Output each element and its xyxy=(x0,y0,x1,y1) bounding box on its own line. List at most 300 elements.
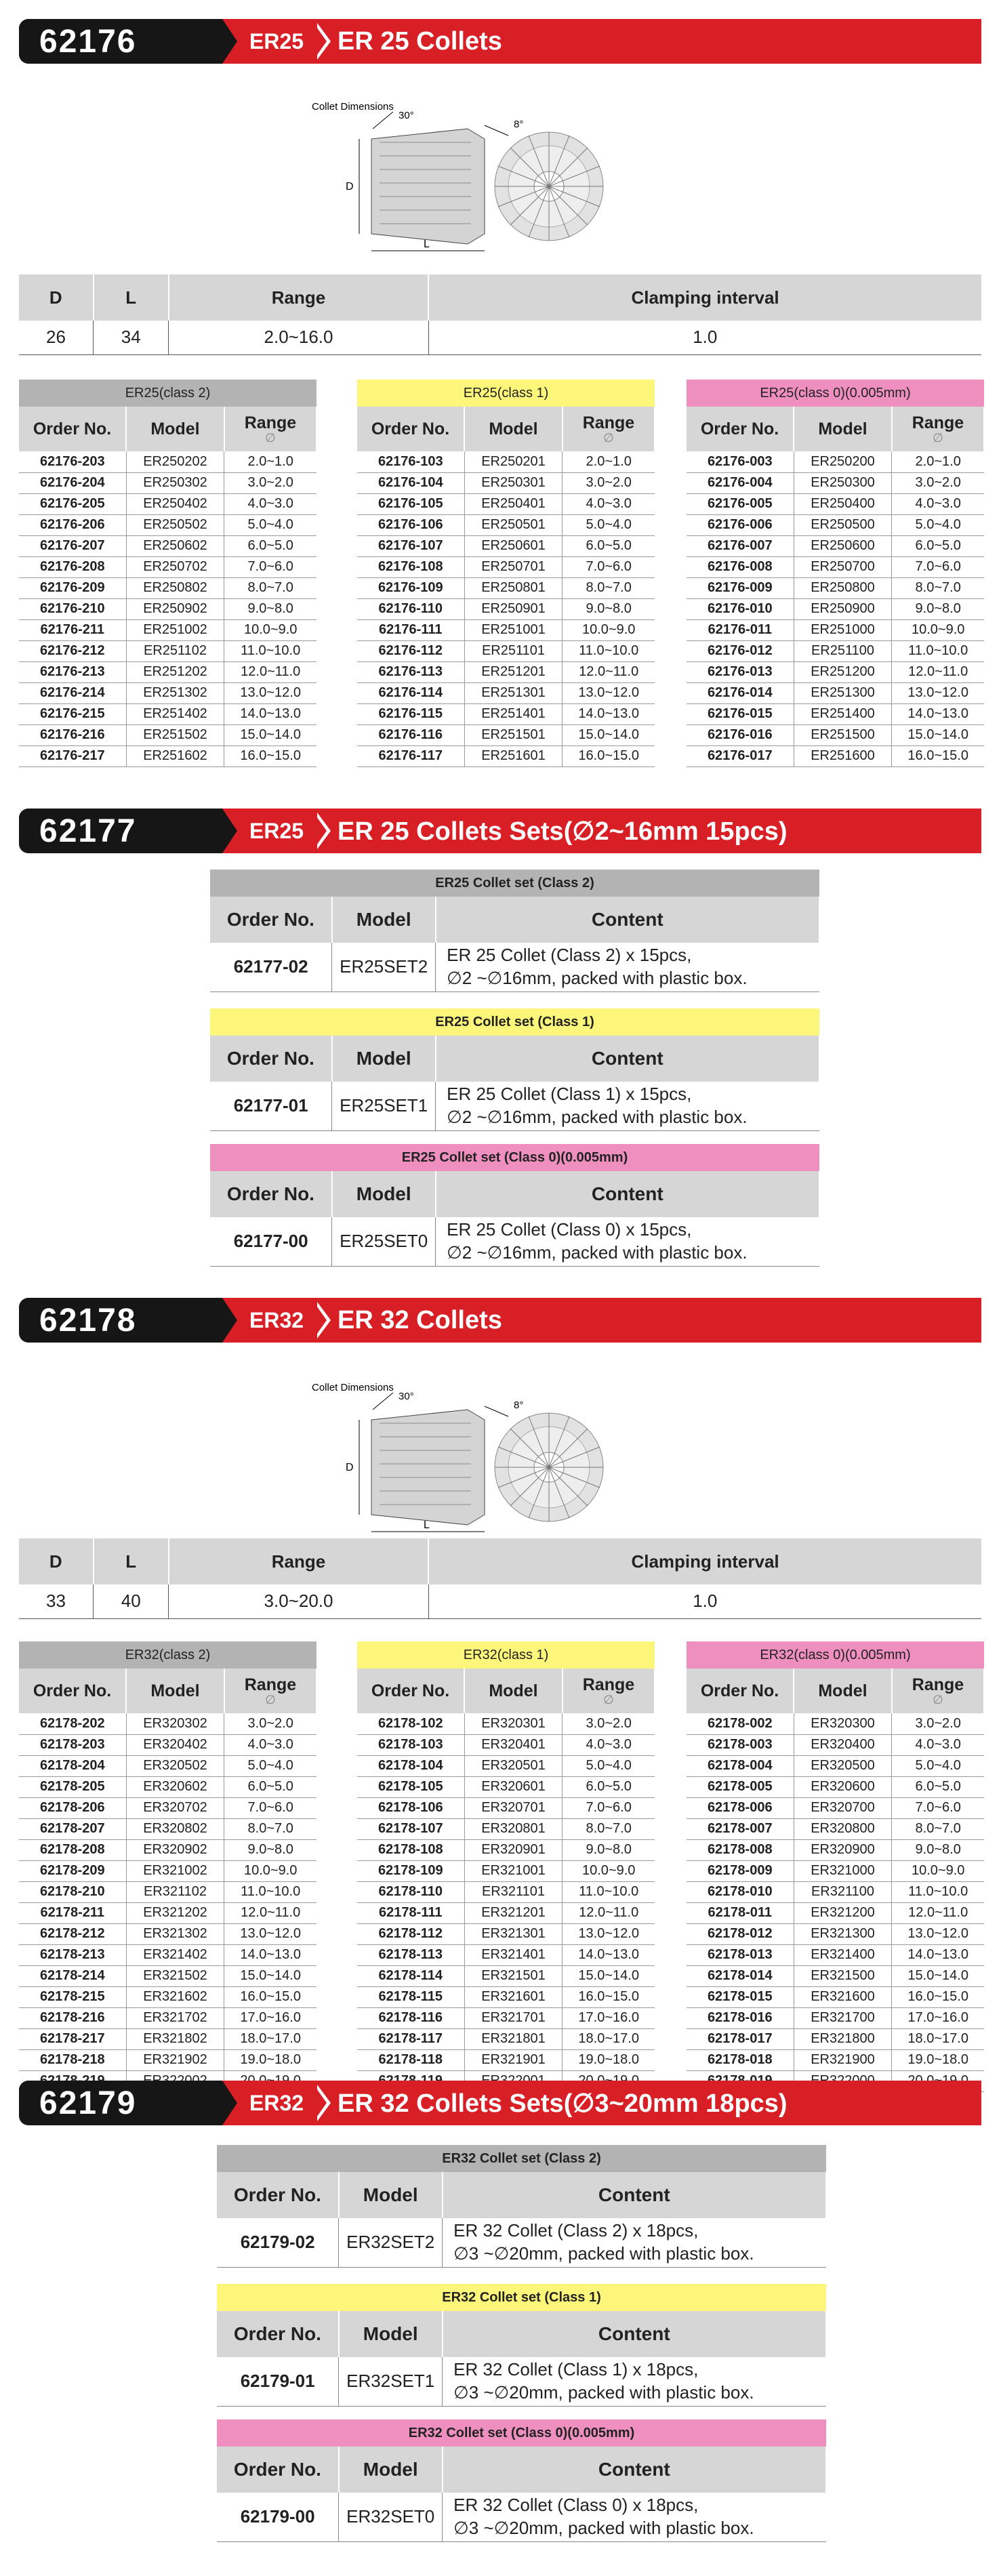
section-title: ER 25 Collets Sets(∅2~16mm 15pcs) xyxy=(338,817,788,846)
table-row xyxy=(210,1082,819,1130)
table-row xyxy=(357,2007,655,2028)
table-cell: 8.0~7.0 xyxy=(224,1818,316,1839)
col-model: Model xyxy=(794,407,892,451)
table-row xyxy=(687,598,984,619)
col-range: Range ∅ xyxy=(563,407,655,451)
table-cell: ER321000 xyxy=(794,1860,892,1881)
table-cell: ER321900 xyxy=(794,2049,892,2070)
table-cell: ER251401 xyxy=(464,703,563,724)
table-cell: 62178-013 xyxy=(687,1944,794,1965)
set-model: ER25SET1 xyxy=(332,1082,436,1130)
col-clamping: Clamping interval xyxy=(428,1538,981,1585)
collet-table xyxy=(357,1641,655,2092)
table-cell: ER250501 xyxy=(464,514,563,535)
table-row xyxy=(687,535,984,556)
content-line: ∅3 ~∅20mm, packed with plastic box. xyxy=(453,2381,754,2403)
table-cell: ER251500 xyxy=(794,724,892,745)
diameter-icon: ∅ xyxy=(603,1692,614,1706)
table-cell: 62178-208 xyxy=(19,1839,126,1860)
table-cell: 62178-206 xyxy=(19,1797,126,1818)
table-cell: ER320300 xyxy=(794,1713,892,1734)
table-cell: ER321502 xyxy=(126,1965,224,1986)
col-order-no: Order No. xyxy=(210,1171,332,1217)
table-cell: 62178-004 xyxy=(687,1755,794,1776)
table-cell: 14.0~13.0 xyxy=(224,703,316,724)
table-row xyxy=(687,2049,984,2070)
table-row xyxy=(687,1986,984,2007)
table-cell: ER250801 xyxy=(464,577,563,598)
table-cell: 17.0~16.0 xyxy=(563,2007,655,2028)
table-cell: ER321500 xyxy=(794,1965,892,1986)
table-cell: ER251000 xyxy=(794,619,892,640)
collet-table xyxy=(19,380,317,767)
table-cell: 62178-212 xyxy=(19,1923,126,1944)
table-row xyxy=(357,661,655,682)
table-cell: 5.0~4.0 xyxy=(224,1755,316,1776)
col-order-no: Order No. xyxy=(19,407,126,451)
table-cell: ER251400 xyxy=(794,703,892,724)
table-cell: 11.0~10.0 xyxy=(892,640,984,661)
table-row xyxy=(687,1902,984,1923)
table-cell: ER250800 xyxy=(794,577,892,598)
col-order-no: Order No. xyxy=(687,407,794,451)
table-cell: 8.0~7.0 xyxy=(892,577,984,598)
collet-set-table xyxy=(217,2284,827,2407)
table-cell: 62176-017 xyxy=(687,745,794,766)
collet-diagram xyxy=(305,1369,657,1538)
table-cell: 62176-211 xyxy=(19,619,126,640)
diagram-l: L xyxy=(424,239,430,250)
table-cell: ER251601 xyxy=(464,745,563,766)
table-cell: ER321802 xyxy=(126,2028,224,2049)
table-cell: 62178-204 xyxy=(19,1755,126,1776)
table-row xyxy=(687,745,984,766)
table-cell: ER321002 xyxy=(126,1860,224,1881)
table-cell: ER320301 xyxy=(464,1713,563,1734)
table-cell: 15.0~14.0 xyxy=(892,724,984,745)
table-cell: ER251001 xyxy=(464,619,563,640)
table-caption: ER25(class 0)(0.005mm) xyxy=(687,380,984,407)
content-line: ∅3 ~∅20mm, packed with plastic box. xyxy=(453,2243,754,2264)
table-cell: 62176-009 xyxy=(687,577,794,598)
table-cell: 13.0~12.0 xyxy=(224,1923,316,1944)
set-order-no: 62177-02 xyxy=(210,943,332,991)
col-range: Range xyxy=(169,274,428,321)
table-cell: 62176-213 xyxy=(19,661,126,682)
table-cell: 14.0~13.0 xyxy=(224,1944,316,1965)
table-row xyxy=(19,451,316,472)
table-row xyxy=(687,1860,984,1881)
table-row xyxy=(19,598,316,619)
table-cell: 7.0~6.0 xyxy=(892,556,984,577)
table-cell: 62176-209 xyxy=(19,577,126,598)
table-cell: 62178-107 xyxy=(357,1818,464,1839)
table-cell: 15.0~14.0 xyxy=(563,1965,655,1986)
table-row xyxy=(687,577,984,598)
table-cell: 4.0~3.0 xyxy=(892,1734,984,1755)
table-cell: 62178-117 xyxy=(357,2028,464,2049)
table-cell: 62178-214 xyxy=(19,1965,126,1986)
section-title: ER 32 Collets xyxy=(338,1305,502,1334)
table-cell: 19.0~18.0 xyxy=(563,2049,655,2070)
table-cell: 12.0~11.0 xyxy=(892,1902,984,1923)
content-line: ER 32 Collet (Class 1) x 18pcs, xyxy=(453,2358,699,2379)
col-range: Range ∅ xyxy=(563,1669,655,1713)
table-cell: 11.0~10.0 xyxy=(892,1881,984,1902)
table-cell: 62176-207 xyxy=(19,535,126,556)
table-cell: 12.0~11.0 xyxy=(224,661,316,682)
table-cell: ER250900 xyxy=(794,598,892,619)
table-cell: 62176-111 xyxy=(357,619,464,640)
table-row xyxy=(687,1881,984,1902)
table-row xyxy=(687,640,984,661)
table-cell: ER321402 xyxy=(126,1944,224,1965)
table-row xyxy=(687,1776,984,1797)
table-row xyxy=(19,1818,316,1839)
table-cell: 62178-009 xyxy=(687,1860,794,1881)
table-cell: 62178-118 xyxy=(357,2049,464,2070)
table-row xyxy=(19,640,316,661)
table-caption: ER32(class 1) xyxy=(357,1641,655,1669)
table-row xyxy=(357,724,655,745)
section-tag: ER25 xyxy=(249,28,304,54)
collet-table xyxy=(357,380,655,767)
table-cell: 62178-112 xyxy=(357,1923,464,1944)
table-cell: ER251302 xyxy=(126,682,224,703)
table-row xyxy=(687,1734,984,1755)
table-cell: ER251202 xyxy=(126,661,224,682)
col-order-no: Order No. xyxy=(19,1669,126,1713)
dimension-table xyxy=(19,1538,981,1619)
set-order-no: 62179-00 xyxy=(217,2493,339,2541)
table-cell: 4.0~3.0 xyxy=(224,493,316,514)
table-row xyxy=(217,2357,826,2406)
set-model: ER32SET0 xyxy=(339,2493,443,2541)
table-cell: ER320501 xyxy=(464,1755,563,1776)
col-model: Model xyxy=(126,407,224,451)
table-cell: 15.0~14.0 xyxy=(892,1965,984,1986)
table-cell: 13.0~12.0 xyxy=(224,682,316,703)
table-caption: ER32(class 2) xyxy=(19,1641,316,1669)
set-model: ER32SET2 xyxy=(339,2218,443,2267)
table-row xyxy=(357,640,655,661)
table-cell: 62176-011 xyxy=(687,619,794,640)
table-row xyxy=(687,1797,984,1818)
table-cell: 62176-214 xyxy=(19,682,126,703)
table-row xyxy=(687,2007,984,2028)
diagram-taper: 8° xyxy=(514,119,524,130)
table-cell: 62176-014 xyxy=(687,682,794,703)
table-row xyxy=(19,2028,316,2049)
table-row xyxy=(19,2049,316,2070)
table-cell: 10.0~9.0 xyxy=(892,619,984,640)
table-cell: 10.0~9.0 xyxy=(563,619,655,640)
table-cell: 9.0~8.0 xyxy=(224,598,316,619)
diagram-d: D xyxy=(346,181,354,192)
table-cell: ER251101 xyxy=(464,640,563,661)
table-row xyxy=(357,2049,655,2070)
val-clamping: 1.0 xyxy=(428,1585,981,1618)
table-cell: ER320700 xyxy=(794,1797,892,1818)
table-cell: ER320502 xyxy=(126,1755,224,1776)
table-cell: 62178-102 xyxy=(357,1713,464,1734)
col-clamping: Clamping interval xyxy=(428,274,981,321)
table-cell: 11.0~10.0 xyxy=(563,640,655,661)
table-cell: 62178-116 xyxy=(357,2007,464,2028)
table-cell: 62176-208 xyxy=(19,556,126,577)
table-cell: ER320800 xyxy=(794,1818,892,1839)
table-cell: ER321902 xyxy=(126,2049,224,2070)
table-cell: 62176-114 xyxy=(357,682,464,703)
table-row xyxy=(19,2007,316,2028)
table-cell: 62176-116 xyxy=(357,724,464,745)
table-row xyxy=(687,619,984,640)
val-d: 26 xyxy=(19,321,94,354)
table-cell: ER320901 xyxy=(464,1839,563,1860)
table-cell: ER250702 xyxy=(126,556,224,577)
table-cell: 62178-202 xyxy=(19,1713,126,1734)
table-cell: 62178-011 xyxy=(687,1902,794,1923)
table-cell: 62178-203 xyxy=(19,1734,126,1755)
table-cell: 5.0~4.0 xyxy=(892,514,984,535)
chevron-icon xyxy=(317,1302,331,1338)
section-tag: ER32 xyxy=(249,1307,304,1332)
table-row xyxy=(357,1734,655,1755)
table-cell: 2.0~1.0 xyxy=(224,451,316,472)
table-cell: 15.0~14.0 xyxy=(563,724,655,745)
table-cell: 62176-012 xyxy=(687,640,794,661)
table-cell: 16.0~15.0 xyxy=(892,1986,984,2007)
table-cell: ER250601 xyxy=(464,535,563,556)
section-header-62177 xyxy=(19,809,981,853)
col-l: L xyxy=(94,274,169,321)
col-d: D xyxy=(19,274,94,321)
table-cell: ER250700 xyxy=(794,556,892,577)
col-content: Content xyxy=(443,2447,826,2493)
diagram-d: D xyxy=(346,1462,354,1473)
table-cell: ER250802 xyxy=(126,577,224,598)
table-cell: 14.0~13.0 xyxy=(563,703,655,724)
table-cell: 62176-113 xyxy=(357,661,464,682)
table-caption: ER25(class 1) xyxy=(357,380,655,407)
table-row xyxy=(687,1965,984,1986)
set-caption: ER32 Collet set (Class 1) xyxy=(217,2284,826,2311)
table-cell: ER320400 xyxy=(794,1734,892,1755)
table-cell: 2.0~1.0 xyxy=(892,451,984,472)
table-row xyxy=(19,556,316,577)
col-model: Model xyxy=(339,2172,443,2218)
set-caption: ER32 Collet set (Class 2) xyxy=(217,2145,826,2172)
table-cell: ER320801 xyxy=(464,1818,563,1839)
table-row xyxy=(19,703,316,724)
table-cell: 62176-010 xyxy=(687,598,794,619)
diagram-angle: 30° xyxy=(399,110,414,121)
section-header-62178 xyxy=(19,1298,981,1343)
table-cell: 8.0~7.0 xyxy=(892,1818,984,1839)
col-model: Model xyxy=(332,1036,436,1082)
table-row xyxy=(687,493,984,514)
content-line: ∅2 ~∅16mm, packed with plastic box. xyxy=(447,967,748,988)
table-cell: 8.0~7.0 xyxy=(563,577,655,598)
section-code: 62179 xyxy=(19,2081,222,2125)
chevron-icon xyxy=(317,2085,331,2121)
table-row xyxy=(357,556,655,577)
table-cell: ER321200 xyxy=(794,1902,892,1923)
col-order-no: Order No. xyxy=(217,2447,339,2493)
set-content xyxy=(436,1082,819,1130)
table-cell: ER251002 xyxy=(126,619,224,640)
table-cell: ER250901 xyxy=(464,598,563,619)
set-caption: ER25 Collet set (Class 1) xyxy=(210,1008,819,1036)
table-row xyxy=(19,1860,316,1881)
table-cell: ER251301 xyxy=(464,682,563,703)
col-range: Range ∅ xyxy=(892,407,984,451)
set-content xyxy=(443,2493,826,2541)
table-cell: 62178-016 xyxy=(687,2007,794,2028)
table-row xyxy=(217,2493,826,2541)
table-cell: 62176-015 xyxy=(687,703,794,724)
table-row xyxy=(687,682,984,703)
table-row xyxy=(19,1986,316,2007)
col-order-no: Order No. xyxy=(210,897,332,943)
table-cell: ER250300 xyxy=(794,472,892,493)
collet-set-table xyxy=(217,2419,827,2542)
col-range: Range xyxy=(169,1538,428,1585)
val-clamping: 1.0 xyxy=(428,321,981,354)
table-row xyxy=(19,619,316,640)
table-cell: 62176-008 xyxy=(687,556,794,577)
table-cell: ER321401 xyxy=(464,1944,563,1965)
table-row xyxy=(19,1881,316,1902)
table-cell: ER321801 xyxy=(464,2028,563,2049)
table-row xyxy=(357,1776,655,1797)
table-cell: ER321100 xyxy=(794,1881,892,1902)
table-row xyxy=(19,1797,316,1818)
section-code: 62178 xyxy=(19,1298,222,1343)
table-row xyxy=(357,745,655,766)
diagram-label: Collet Dimensions xyxy=(312,1382,394,1393)
val-d: 33 xyxy=(19,1585,94,1618)
table-cell: ER321001 xyxy=(464,1860,563,1881)
table-cell: ER251402 xyxy=(126,703,224,724)
table-row xyxy=(687,661,984,682)
table-row xyxy=(687,2028,984,2049)
table-row xyxy=(357,598,655,619)
table-row xyxy=(357,514,655,535)
table-cell: ER251300 xyxy=(794,682,892,703)
table-cell: 62176-117 xyxy=(357,745,464,766)
table-cell: 10.0~9.0 xyxy=(892,1860,984,1881)
table-cell: ER320601 xyxy=(464,1776,563,1797)
table-row xyxy=(357,1923,655,1944)
table-cell: ER321700 xyxy=(794,2007,892,2028)
set-order-no: 62177-01 xyxy=(210,1082,332,1130)
set-caption: ER25 Collet set (Class 0)(0.005mm) xyxy=(210,1144,819,1171)
col-model: Model xyxy=(464,407,563,451)
table-cell: 12.0~11.0 xyxy=(892,661,984,682)
table-cell: 62178-017 xyxy=(687,2028,794,2049)
section-code: 62177 xyxy=(19,809,222,853)
content-line: ∅2 ~∅16mm, packed with plastic box. xyxy=(447,1106,748,1127)
table-row xyxy=(19,1755,316,1776)
section-code: 62176 xyxy=(19,19,222,64)
table-cell: 62178-014 xyxy=(687,1965,794,1986)
col-order-no: Order No. xyxy=(357,1669,464,1713)
diameter-icon: ∅ xyxy=(265,1692,276,1706)
diameter-icon: ∅ xyxy=(933,1692,943,1706)
table-cell: ER320602 xyxy=(126,1776,224,1797)
diagram-l: L xyxy=(424,1519,430,1531)
table-cell: 62178-012 xyxy=(687,1923,794,1944)
table-cell: 62178-005 xyxy=(687,1776,794,1797)
table-cell: 7.0~6.0 xyxy=(224,1797,316,1818)
table-cell: 62178-110 xyxy=(357,1881,464,1902)
table-row xyxy=(19,472,316,493)
diameter-icon: ∅ xyxy=(603,430,614,445)
table-cell: 5.0~4.0 xyxy=(563,1755,655,1776)
col-l: L xyxy=(94,1538,169,1585)
table-cell: ER250201 xyxy=(464,451,563,472)
table-cell: ER321600 xyxy=(794,1986,892,2007)
table-cell: 6.0~5.0 xyxy=(892,1776,984,1797)
table-row xyxy=(19,1965,316,1986)
table-cell: 14.0~13.0 xyxy=(892,1944,984,1965)
table-row xyxy=(687,514,984,535)
chevron-icon xyxy=(317,23,331,60)
content-line: ER 25 Collet (Class 0) x 15pcs, xyxy=(447,1219,692,1240)
table-cell: 62178-218 xyxy=(19,2049,126,2070)
table-cell: 62178-007 xyxy=(687,1818,794,1839)
table-cell: 4.0~3.0 xyxy=(892,493,984,514)
table-row xyxy=(19,1902,316,1923)
table-row xyxy=(357,1755,655,1776)
table-cell: 62178-104 xyxy=(357,1755,464,1776)
set-model: ER32SET1 xyxy=(339,2357,443,2406)
table-cell: 62178-103 xyxy=(357,1734,464,1755)
set-content xyxy=(443,2357,826,2406)
table-row xyxy=(19,682,316,703)
table-cell: 2.0~1.0 xyxy=(563,451,655,472)
table-caption: ER25(class 2) xyxy=(19,380,316,407)
col-model: Model xyxy=(794,1669,892,1713)
col-model: Model xyxy=(339,2447,443,2493)
table-cell: 13.0~12.0 xyxy=(563,682,655,703)
table-cell: ER320701 xyxy=(464,1797,563,1818)
table-cell: 18.0~17.0 xyxy=(892,2028,984,2049)
table-row xyxy=(687,1755,984,1776)
table-cell: 62176-006 xyxy=(687,514,794,535)
table-cell: 62176-104 xyxy=(357,472,464,493)
table-cell: 62178-114 xyxy=(357,1965,464,1986)
table-row xyxy=(357,703,655,724)
table-cell: 62178-108 xyxy=(357,1839,464,1860)
table-cell: 15.0~14.0 xyxy=(224,1965,316,1986)
table-cell: 14.0~13.0 xyxy=(892,703,984,724)
table-cell: 62178-015 xyxy=(687,1986,794,2007)
table-cell: 6.0~5.0 xyxy=(224,535,316,556)
table-cell: 62176-108 xyxy=(357,556,464,577)
section-title: ER 25 Collets xyxy=(338,26,502,56)
table-cell: 5.0~4.0 xyxy=(892,1755,984,1776)
table-row xyxy=(357,2028,655,2049)
table-cell: ER320500 xyxy=(794,1755,892,1776)
table-cell: ER251201 xyxy=(464,661,563,682)
col-order-no: Order No. xyxy=(217,2311,339,2357)
set-caption: ER32 Collet set (Class 0)(0.005mm) xyxy=(217,2419,826,2447)
table-cell: 4.0~3.0 xyxy=(563,493,655,514)
table-cell: 62178-215 xyxy=(19,1986,126,2007)
table-cell: ER321601 xyxy=(464,1986,563,2007)
